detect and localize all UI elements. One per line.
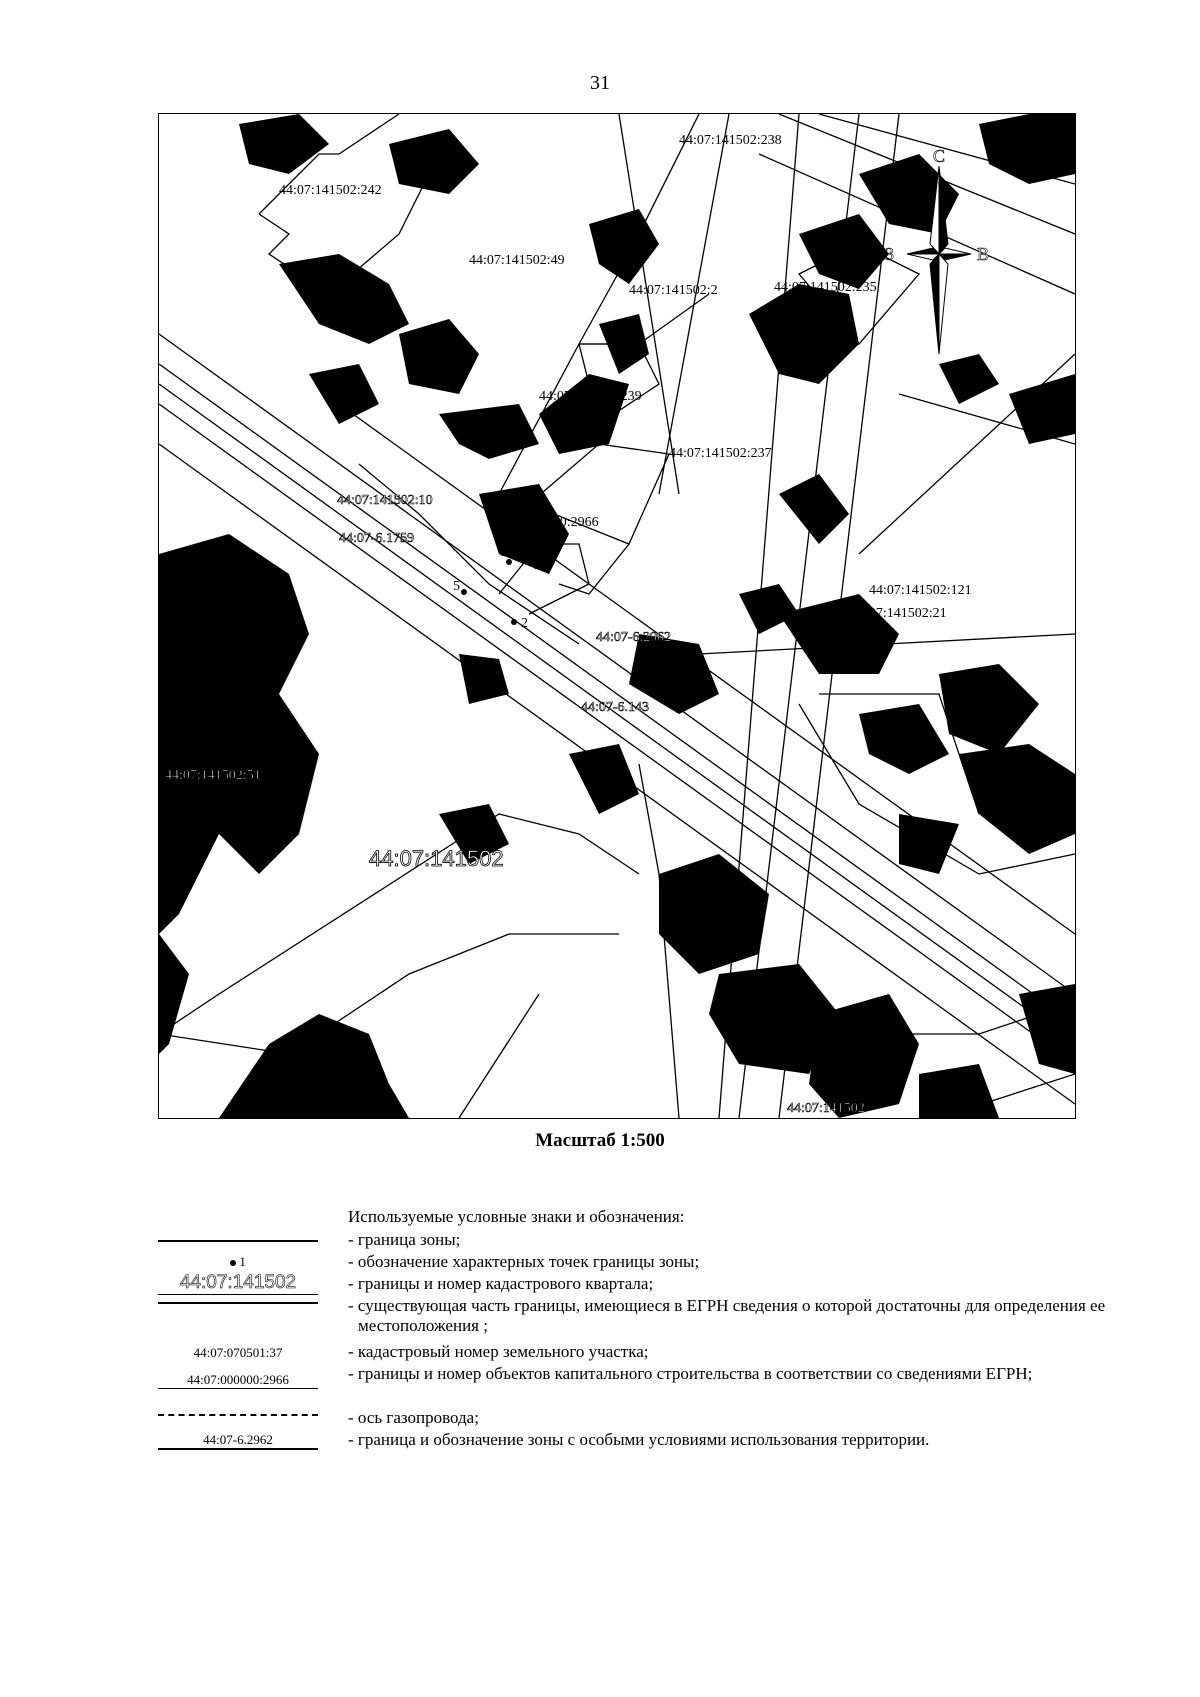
legend-symbol-point <box>158 1254 318 1270</box>
map-canvas <box>159 114 1075 1118</box>
zone-point-5 <box>461 589 467 595</box>
zone-label-1759: 44:07-6.1759 <box>339 531 415 546</box>
parcel-label-235: 44:07:141502:235 <box>774 280 877 295</box>
legend-symbol-quarter: 44:07:141502 <box>158 1272 318 1295</box>
legend-text-quarter: - границы и номер кадастрового квартала; <box>348 1274 654 1293</box>
parcel-label-24x: 44:07:141502:2 <box>629 283 718 298</box>
legend-symbol-oks: 44:07:000000:2966 <box>158 1372 318 1389</box>
north-letter: С <box>933 146 946 166</box>
legend-point-number: 1 <box>239 1254 246 1269</box>
legend-text-zone-boundary: - граница зоны; <box>348 1230 461 1249</box>
zone-point-1 <box>533 563 539 569</box>
parcel-label-51: 44:07:141502:51 <box>165 768 261 783</box>
parcel-label-121: 44:07:141502:121 <box>869 583 972 598</box>
point-dot-icon <box>230 1260 236 1266</box>
parcel-label-21: 44:07:141502:21 <box>851 606 947 621</box>
parcel-label-242: 44:07:141502:242 <box>279 183 382 198</box>
zone-label-2962: 44:07-6.2962 <box>596 630 672 645</box>
parcel-label-238: 44:07:141502:238 <box>679 133 782 148</box>
cadastral-quarter-label: 44:07:141502 <box>369 846 504 871</box>
point-label-5: 5 <box>453 579 460 594</box>
legend-text-parcel-number: - кадастровый номер земельного участка; <box>348 1342 649 1361</box>
east-letter: В <box>977 244 990 264</box>
legend-text-zouit: - граница и обозначение зоны с особыми условиями использования территории. <box>348 1430 930 1449</box>
zone-point-2 <box>511 619 517 625</box>
legend-text-oks: - границы и номер объектов капитального строительства в соответствии со сведениями ЕГРН; <box>348 1364 1033 1383</box>
point-label-2: 2 <box>521 616 528 631</box>
zone-point-6 <box>506 559 512 565</box>
parcel-label-10: 44:07:141502:10 <box>337 493 433 508</box>
parcel-label-237: 44:07:141502:237 <box>669 446 772 461</box>
legend-symbol-zone-boundary <box>158 1240 318 1242</box>
legend-symbol-gas-pipe-axis <box>158 1414 318 1416</box>
legend-symbol-existing-boundary <box>158 1302 318 1304</box>
parcel-label-239: 44:07:141502:239 <box>539 389 642 404</box>
legend-text-points: - обозначение характерных точек границы зоны; <box>348 1252 700 1271</box>
oks-label-2966: 44:07:000000:2966 <box>489 515 599 530</box>
legend-symbol-parcel-number: 44:07:070501:37 <box>193 1345 283 1360</box>
parcel-label-bottom: 44:07:141502 <box>787 1101 865 1116</box>
scale-caption: Масштаб 1:500 <box>535 1130 665 1151</box>
legend-symbol-zouit: 44:07-6.2962 <box>158 1432 318 1450</box>
cadastral-map <box>158 113 1076 1119</box>
page-number: 31 <box>590 72 610 94</box>
west-letter: З <box>885 244 895 264</box>
parcel-label-49: 44:07:141502:49 <box>469 253 565 268</box>
legend-text-gas-pipe: - ось газопровода; <box>348 1408 479 1427</box>
zone-label-143: 44:07-6.143 <box>581 700 650 715</box>
point-label-6: 6 <box>499 545 506 560</box>
legend-title: Используемые условные знаки и обозначения: <box>348 1207 685 1226</box>
legend-text-existing-boundary: - существующая часть границы, имеющиеся в ЕГРН сведения о которой достаточны для определения ее местоположения ; <box>348 1296 1106 1335</box>
point-label-1: 1 <box>543 561 550 576</box>
